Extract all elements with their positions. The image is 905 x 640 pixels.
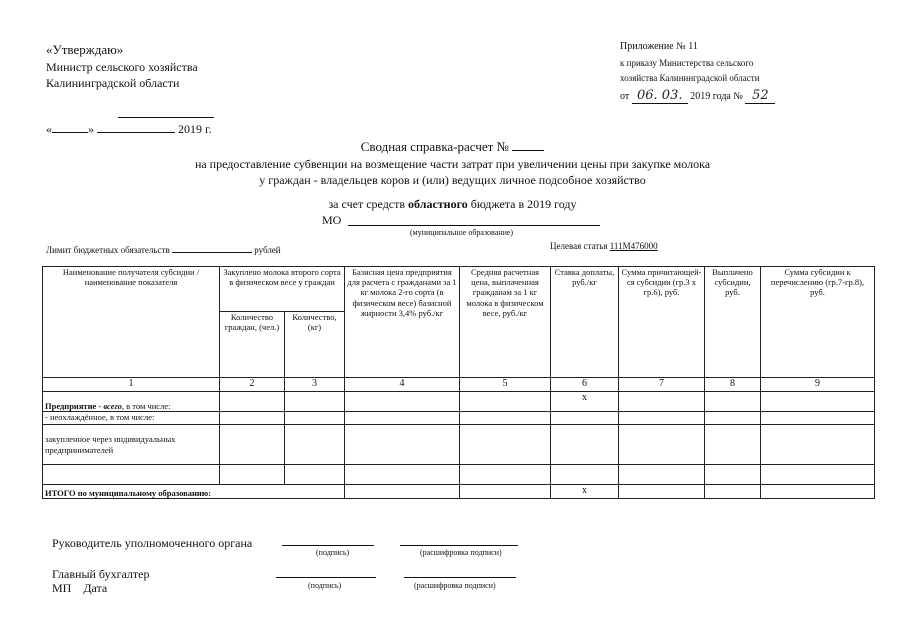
enterprise-rate-mark: х — [551, 392, 619, 412]
head-decode-line — [400, 545, 518, 546]
mo-label: МО — [322, 213, 342, 227]
header-col8: Выплачено субсидии, руб. — [705, 267, 761, 378]
table-row-blank — [43, 465, 875, 485]
approval-line2: Калининградской области — [46, 76, 180, 90]
header-col5: Средняя расчетная цена, выплаченная гражданам за 1 кг молока в физическом весе, руб./кг — [460, 267, 551, 378]
document-title: Сводная справка-расчет № — [0, 139, 905, 155]
appendix-line2: хозяйства Калининградской области — [620, 73, 760, 83]
table-row-enterprise — [43, 392, 875, 412]
header-col3: Количество, (кг) — [285, 312, 345, 378]
row-label-total: ИТОГО по муниципальному образованию: — [43, 485, 345, 499]
limit-line: Лимит бюджетных обязательств рублей — [46, 245, 281, 255]
row-label-individual: закупленное через индивидуальных предпринимателей — [43, 425, 220, 465]
head-decode-caption: (расшифровка подписи) — [420, 548, 502, 557]
date-label: Дата — [83, 581, 108, 595]
mp-label: МП — [52, 581, 72, 595]
budget-line: за счет средств областного бюджета в 2019 году — [328, 197, 577, 211]
approval-line1: Министр сельского хозяйства — [46, 60, 198, 74]
document-subtitle-1: на предоставление субвенции на возмещение части затрат при увеличении цены при закупке молока — [194, 157, 711, 171]
column-number: 4 — [345, 378, 460, 392]
target-line: Целевая статья 111М476000 — [550, 241, 658, 251]
approval-date-line: « » 2019 г. — [46, 122, 212, 136]
accountant-decode-line — [404, 577, 516, 578]
head-signature-line — [282, 545, 374, 546]
head-signature-label: Руководитель уполномоченного органа — [52, 536, 253, 550]
table-row-individual — [43, 425, 875, 465]
column-number: 3 — [285, 378, 345, 392]
column-number: 1 — [43, 378, 220, 392]
mp-date-line — [52, 581, 107, 596]
target-code: 111М476000 — [609, 241, 658, 251]
row-label-unchilled: - неохлаждённое, в том числе: — [43, 412, 220, 425]
header-col6: Ставка доплаты, руб./кг — [551, 267, 619, 378]
document-subtitle-2: у граждан - владельцев коров и (или) ведущих личное подсобное хозяйство — [259, 173, 646, 187]
appendix-title: Приложение № 11 — [620, 41, 698, 52]
column-number: 2 — [220, 378, 285, 392]
accountant-label: Главный бухгалтер — [52, 567, 150, 581]
approval-title: «Утверждаю» — [46, 42, 124, 57]
header-col23: Закуплено молока второго сорта в физическом весе у граждан — [220, 267, 345, 312]
header-col4: Базисная цена предприятия для расчета с гражданами за 1 кг молока 2-го сорта (в физическом весе) базисной жирности 3,4% руб./кг — [345, 267, 460, 378]
header-col7: Сумма причитающей-ся субсидии (гр.3 х гр.6), руб. — [619, 267, 705, 378]
head-signature-caption: (подпись) — [316, 548, 350, 557]
appendix-date: от 06. 03. 2019 года № 52 — [620, 88, 775, 104]
mo-caption: (муниципальное образование) — [410, 228, 514, 237]
column-number: 7 — [619, 378, 705, 392]
column-number: 5 — [460, 378, 551, 392]
mo-field-line — [348, 225, 600, 226]
header-col1: Наименование получателя субсидии / наименование показателя — [43, 267, 220, 378]
accountant-decode-caption: (расшифровка подписи) — [414, 581, 496, 590]
appendix-line1: к приказу Министерства сельского — [620, 58, 754, 68]
column-number: 8 — [705, 378, 761, 392]
appendix-date-handwritten: 06. 03. — [632, 88, 688, 104]
accountant-signature-caption: (подпись) — [308, 581, 342, 590]
table-row-total — [43, 485, 875, 499]
row-label-enterprise: Предприятие - всего, в том числе: — [43, 392, 220, 412]
header-col9: Сумма субсидии к перечислению (гр.7-гр.8), руб. — [761, 267, 875, 378]
column-number-row — [43, 378, 875, 392]
accountant-signature-line — [276, 577, 376, 578]
column-number: 9 — [761, 378, 875, 392]
header-col2: Количество граждан, (чел.) — [220, 312, 285, 378]
approval-signature-line — [118, 117, 214, 118]
calculation-table — [42, 266, 875, 499]
table-row-unchilled — [43, 412, 875, 425]
column-number: 6 — [551, 378, 619, 392]
total-rate-mark: х — [551, 485, 619, 499]
appendix-number-handwritten: 52 — [745, 88, 775, 104]
